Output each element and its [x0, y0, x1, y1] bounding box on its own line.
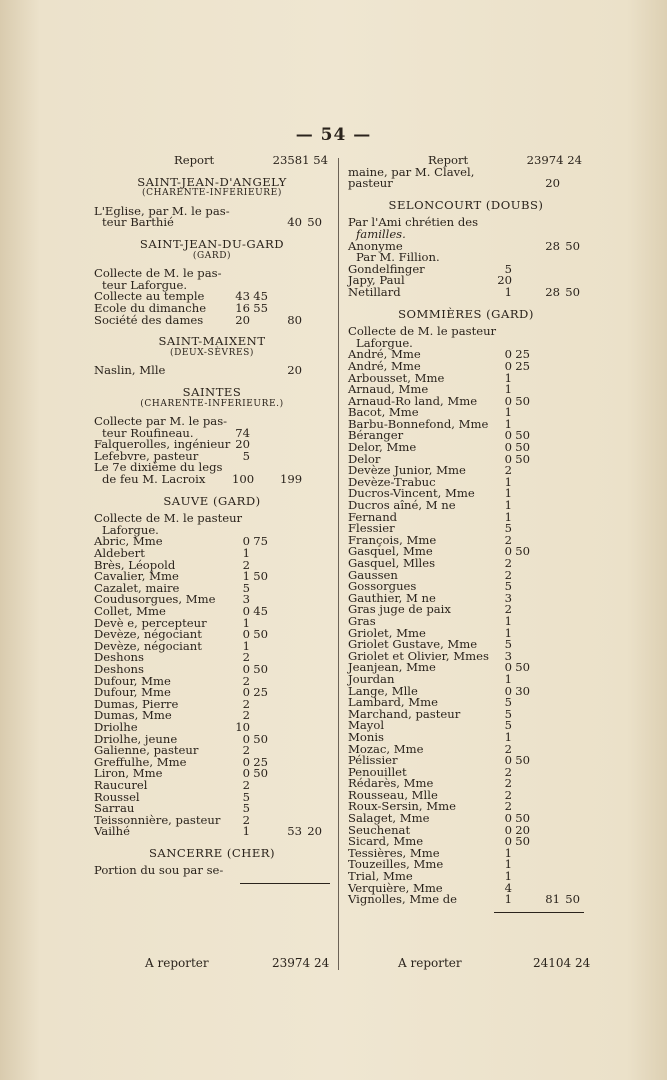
entry-text: Lambard, Mme	[348, 695, 438, 710]
entry-text: Laforgue.	[102, 522, 159, 537]
entry-text: Griolet, Mme	[348, 625, 426, 640]
entry-text: Raucurel	[94, 777, 148, 792]
section-heading: SAINT-MAIXENT	[158, 334, 266, 349]
entry-text: Tessières, Mme	[348, 845, 440, 860]
amount-p1: 1	[504, 382, 512, 397]
amount-p1: 0	[242, 604, 250, 618]
entry-text: Deshons	[94, 661, 144, 676]
amount-p1: 0	[242, 766, 250, 781]
amount-p1: 1	[504, 869, 512, 884]
amount-p1: 2	[504, 764, 512, 779]
amount-p1: 0	[242, 731, 250, 746]
entry-text: Arnaud, Mme	[348, 382, 429, 397]
right-carry-label: A reporter	[398, 956, 462, 970]
entry-text: Griolet et Olivier, Mmes	[348, 648, 489, 663]
amount-p3: 20	[287, 363, 302, 378]
amount-p1: 2	[242, 696, 250, 711]
entry-text: Devè e, percepteur	[94, 615, 207, 630]
entry-text: Dumas, Mme	[94, 708, 172, 723]
entry-text: Ducros-Vincent, Mme	[348, 486, 475, 501]
entry-text: Collecte de M. le pas-	[94, 266, 222, 281]
entry-text: Portion du sou par se-	[94, 863, 224, 878]
amount-p4: 20	[307, 824, 322, 839]
amount-p1: 0	[504, 683, 512, 698]
amount-p1: 74	[235, 425, 250, 440]
left-carry-label: A reporter	[145, 956, 209, 970]
entry-text: Trial, Mme	[348, 869, 413, 884]
amount-p1: 2	[242, 708, 250, 723]
column-divider	[338, 158, 339, 970]
amount-p1: 0	[504, 358, 512, 373]
section-heading: SELONCOURT (DOUBS)	[388, 197, 544, 212]
section-heading: SAUVE (GARD)	[163, 493, 261, 508]
entry-text: Gras juge de paix	[348, 602, 451, 617]
amount-p1: 3	[504, 590, 512, 605]
report-total: 23581 54	[272, 153, 328, 167]
entry-text: familles.	[356, 226, 406, 241]
right-carry-total: 24104 24	[533, 956, 591, 970]
amount-p1: 0	[504, 544, 512, 559]
entry-text: Béranger	[348, 428, 404, 443]
entry-text: Gauthier, M ne	[348, 590, 436, 605]
amount-p1: 2	[504, 602, 512, 617]
amount-p1: 4	[504, 880, 512, 895]
section-heading: SANCERRE (CHER)	[148, 845, 276, 860]
amount-p1: 2	[242, 812, 250, 827]
amount-p1: 5	[504, 718, 512, 733]
entry-text: Delor, Mme	[348, 440, 417, 455]
total-rule	[494, 912, 584, 913]
amount-p2: 45	[253, 289, 268, 304]
entry-text: de feu M. Lacroix	[102, 472, 206, 487]
amount-p1: 5	[504, 706, 512, 721]
left-carry-total: 23974 24	[272, 956, 330, 970]
page-number: — 54 —	[295, 125, 372, 145]
section-region: (DEUX-SÈVRES)	[169, 347, 255, 358]
amount-p1: 2	[242, 777, 250, 792]
amount-p1: 2	[504, 567, 512, 582]
entry-text: Ducros aîné, M ne	[348, 498, 456, 513]
entry-text: Fernand	[348, 509, 398, 524]
amount-p1: 5	[242, 801, 250, 816]
amount-p1: 2	[242, 557, 250, 572]
entry-text: Seuchenat	[348, 822, 411, 837]
entry-text: Vignolles, Mme de	[348, 892, 458, 907]
amount-p1: 1	[504, 474, 512, 489]
amount-p1: 2	[504, 463, 512, 478]
amount-p3: 40	[287, 215, 302, 230]
amount-p1: 1	[504, 892, 512, 907]
amount-p1: 2	[504, 741, 512, 756]
report-label: Report	[174, 153, 215, 167]
entry-text: Devèze, négociant	[94, 627, 202, 642]
amount-p1: 20	[497, 273, 512, 288]
entry-text: André, Mme	[348, 358, 421, 373]
amount-p1: 2	[242, 673, 250, 688]
section-heading: SAINT-JEAN-D'ANGELY	[137, 174, 287, 189]
entry-text: Galienne, pasteur	[94, 743, 199, 758]
amount-p2: 20	[515, 822, 530, 837]
entry-text: Gondelfinger	[348, 261, 425, 276]
amount-p1: 10	[235, 719, 250, 734]
entry-text: Japy, Paul	[348, 273, 405, 288]
amount-p2: 50	[515, 440, 530, 455]
amount-p1: 0	[504, 811, 512, 826]
amount-p1: 3	[504, 648, 512, 663]
amount-p1: 1	[504, 671, 512, 686]
amount-p2: 25	[515, 358, 530, 373]
entry-text: Gras	[348, 613, 376, 628]
report-total: 23974 24	[526, 153, 582, 167]
entry-text: Coudusorgues, Mme	[94, 592, 216, 607]
report-row	[94, 155, 330, 167]
section-region: (CHARENTE-INFERIEURE)	[142, 188, 282, 199]
left-column	[94, 155, 330, 890]
amount-p2: 50	[253, 627, 268, 642]
entry-text: Flessier	[348, 521, 395, 536]
amount-p3: 28	[545, 284, 560, 299]
amount-p1: 16	[235, 300, 250, 315]
amount-p1: 1	[504, 845, 512, 860]
amount-p1: 5	[504, 695, 512, 710]
amount-p2: 25	[253, 685, 268, 700]
amount-p1: 0	[504, 660, 512, 675]
amount-p1: 5	[504, 521, 512, 536]
amount-p1: 0	[504, 393, 512, 408]
entry-text: Teissonnière, pasteur	[94, 812, 221, 827]
entry-text: André, Mme	[348, 347, 421, 362]
entry-row	[94, 217, 330, 229]
amount-p1: 1	[504, 370, 512, 385]
entry-text: Par l'Ami chrétien des	[348, 215, 479, 230]
entry-text: Touzeilles, Mme	[348, 857, 444, 872]
entry-row	[348, 442, 584, 454]
entry-text: Netillard	[348, 284, 401, 299]
entry-row	[348, 178, 584, 190]
amount-p1: 0	[242, 754, 250, 769]
entry-text: Collecte par M. le pas-	[94, 414, 228, 429]
entry-text: Société des dames	[94, 312, 204, 327]
amount-p1: 2	[504, 787, 512, 802]
entry-text: Driolhe, jeune	[94, 731, 178, 746]
amount-p2: 55	[253, 300, 268, 315]
amount-p1: 1	[242, 569, 250, 584]
amount-p1: 1	[242, 615, 250, 630]
entry-text: Laforgue.	[356, 335, 413, 350]
entry-row	[348, 894, 584, 906]
entry-text: Dumas, Pierre	[94, 696, 179, 711]
amount-p1: 5	[504, 637, 512, 652]
entry-text: Cazalet, maire	[94, 580, 180, 595]
entry-text: Jourdan	[348, 671, 395, 686]
amount-p2: 75	[253, 534, 268, 549]
entry-text: Mozac, Mme	[348, 741, 424, 756]
entry-text: Mayol	[348, 718, 385, 733]
amount-p1: 1	[242, 638, 250, 653]
entry-row	[94, 826, 330, 838]
amount-p3: 81	[545, 892, 560, 907]
entry-text: pasteur	[348, 176, 393, 191]
amount-p1: 1	[242, 824, 250, 839]
entry-text: François, Mme	[348, 532, 437, 547]
entry-row	[94, 865, 330, 877]
amount-p1: 0	[242, 627, 250, 642]
amount-p2: 50	[515, 834, 530, 849]
amount-p3: 28	[545, 238, 560, 253]
section-heading: SOMMIÈRES (GARD)	[398, 306, 534, 321]
amount-p1: 5	[242, 580, 250, 595]
amount-p1: 1	[504, 729, 512, 744]
entry-text: Griolet Gustave, Mme	[348, 637, 478, 652]
amount-p3: 80	[287, 312, 302, 327]
entry-text: Devèze-Trabuc	[348, 474, 436, 489]
amount-p3: 20	[545, 176, 560, 191]
entry-text: Monis	[348, 729, 384, 744]
entry-text: Brès, Léopold	[94, 557, 176, 572]
amount-p1: 0	[504, 440, 512, 455]
entry-text: Rédarès, Mme	[348, 776, 434, 791]
entry-text: teur Roufineau.	[102, 425, 194, 440]
entry-text: teur Barthié	[102, 215, 174, 230]
amount-p1: 2	[504, 532, 512, 547]
amount-p1: 1	[504, 857, 512, 872]
amount-p1: 0	[242, 534, 250, 549]
entry-text: Vailhé	[94, 824, 130, 839]
section-heading: SAINTES	[182, 384, 242, 399]
entry-text: Gaussen	[348, 567, 398, 582]
amount-p2: 45	[253, 604, 268, 618]
amount-p1: 0	[504, 753, 512, 768]
amount-p1: 0	[504, 822, 512, 837]
amount-p1: 0	[504, 347, 512, 362]
amount-p2: 50	[253, 766, 268, 781]
entry-text: Liron, Mme	[94, 766, 163, 781]
amount-p2: 50	[515, 660, 530, 675]
entry-text: Par M. Fillion.	[356, 250, 440, 265]
entry-text: Gasquel, Mlles	[348, 556, 436, 570]
amount-p2: 30	[515, 683, 530, 698]
amount-p4: 50	[565, 238, 580, 253]
entry-text: Penouillet	[348, 764, 407, 779]
entry-text: Dufour, Mme	[94, 673, 171, 688]
entry-text: Jeanjean, Mme	[348, 660, 436, 675]
amount-p2: 50	[515, 544, 530, 559]
entry-text: Barbu-Bonnefond, Mme	[348, 416, 489, 431]
entry-text: Collecte au temple	[94, 289, 205, 304]
entry-text: Roux-Sersin, Mme	[348, 799, 456, 814]
entry-row	[348, 284, 584, 299]
amount-p2: 25	[515, 347, 530, 362]
entry-row	[94, 365, 330, 377]
amount-p1: 1	[504, 405, 512, 420]
entry-text: Gossorgues	[348, 579, 417, 594]
amount-p1: 2	[504, 799, 512, 814]
entry-text: Pélissier	[348, 753, 398, 768]
amount-p1: 43	[235, 289, 250, 304]
amount-p2: 50	[253, 569, 268, 584]
entry-text: Sarrau	[94, 801, 135, 816]
amount-p1: 20	[235, 437, 250, 452]
entry-text: Greffulhe, Mme	[94, 754, 187, 769]
entry-text: Collecte de M. le pasteur	[94, 511, 243, 526]
amount-p1: 0	[504, 451, 512, 466]
amount-p1: 2	[242, 650, 250, 665]
amount-p1: 5	[504, 579, 512, 594]
entry-text: Bacot, Mme	[348, 405, 419, 420]
entry-text: Cavalier, Mme	[94, 569, 179, 584]
entry-text: Verquière, Mme	[348, 880, 443, 895]
amount-p2: 50	[253, 661, 268, 676]
entry-text: Devèze Junior, Mme	[348, 463, 466, 478]
entry-text: Collet, Mme	[94, 604, 166, 618]
entry-text: Dufour, Mme	[94, 685, 171, 700]
section-region: (CHARENTE-INFERIEURE.)	[140, 398, 284, 409]
entry-text: Gasquel, Mme	[348, 544, 433, 559]
entry-text: Marchand, pasteur	[348, 706, 461, 721]
entry-row	[94, 312, 330, 327]
entry-text: Devèze, négociant	[94, 638, 202, 653]
amount-p2: 25	[253, 754, 268, 769]
amount-p2: 50	[515, 428, 530, 443]
entry-text: Collecte de M. le pasteur	[348, 324, 497, 339]
entry-text: maine, par M. Clavel,	[348, 164, 475, 179]
amount-p1: 1	[504, 486, 512, 501]
amount-p1: 5	[242, 789, 250, 804]
total-rule	[240, 883, 330, 884]
entry-text: Falquerolles, ingénieur	[94, 437, 231, 452]
amount-p1: 5	[504, 261, 512, 276]
amount-p4: 50	[565, 284, 580, 299]
amount-p2: 50	[515, 753, 530, 768]
amount-p2: 50	[515, 811, 530, 826]
entry-text: Lefebvre, pasteur	[94, 448, 199, 463]
entry-text: Anonyme	[348, 238, 403, 253]
entry-text: Deshons	[94, 650, 144, 665]
amount-p1: 20	[235, 312, 250, 327]
amount-p4: 50	[565, 892, 580, 907]
amount-p1: 1	[504, 509, 512, 524]
entry-text: Lange, Mlle	[348, 683, 418, 698]
entry-text: Delor	[348, 451, 381, 466]
amount-p1: 3	[242, 592, 250, 607]
amount-p1: 5	[242, 448, 250, 463]
amount-p1: 1	[504, 625, 512, 640]
entry-text: Naslin, Mlle	[94, 363, 166, 378]
entry-text: Salaget, Mme	[348, 811, 430, 826]
amount-p3: 199	[280, 472, 303, 487]
section-heading: SAINT-JEAN-DU-GARD	[139, 236, 285, 251]
amount-p1: 0	[504, 834, 512, 849]
amount-p1: 1	[504, 498, 512, 513]
entry-text: Sicard, Mme	[348, 834, 424, 849]
amount-p1: 0	[504, 428, 512, 443]
amount-p4: 50	[307, 215, 322, 230]
amount-p1: 100	[232, 472, 255, 487]
amount-p1: 2	[504, 776, 512, 791]
section-region: (GARD)	[192, 250, 232, 261]
amount-p2: 50	[515, 451, 530, 466]
entry-text: Aldebert	[94, 546, 145, 561]
amount-p2: 50	[515, 393, 530, 408]
amount-p3: 53	[287, 824, 302, 839]
entry-text: teur Laforgue.	[102, 277, 188, 292]
entry-text: Driolhe	[94, 719, 138, 734]
right-column	[348, 155, 584, 919]
entry-text: Abric, Mme	[94, 534, 163, 549]
amount-p1: 1	[242, 546, 250, 561]
entry-text: Arbousset, Mme	[348, 370, 445, 385]
entry-text: Roussel	[94, 789, 140, 804]
entry-row	[348, 604, 584, 616]
entry-text: Arnaud-Ro land, Mme	[348, 393, 478, 408]
entry-text: L'Eglise, par M. le pas-	[94, 203, 230, 218]
amount-p1: 2	[242, 743, 250, 758]
amount-p1: 0	[242, 661, 250, 676]
entry-text: Ecole du dimanche	[94, 300, 207, 315]
amount-p2: 50	[253, 731, 268, 746]
amount-p1: 1	[504, 416, 512, 431]
amount-p1: 1	[504, 613, 512, 628]
amount-p1: 1	[504, 284, 512, 299]
report-label: Report	[428, 153, 469, 167]
amount-p1: 2	[504, 556, 512, 570]
entry-row	[94, 474, 330, 486]
amount-p1: 0	[242, 685, 250, 700]
entry-text: Le 7e dixième du legs	[94, 460, 223, 475]
entry-text: Rousseau, Mlle	[348, 787, 438, 802]
